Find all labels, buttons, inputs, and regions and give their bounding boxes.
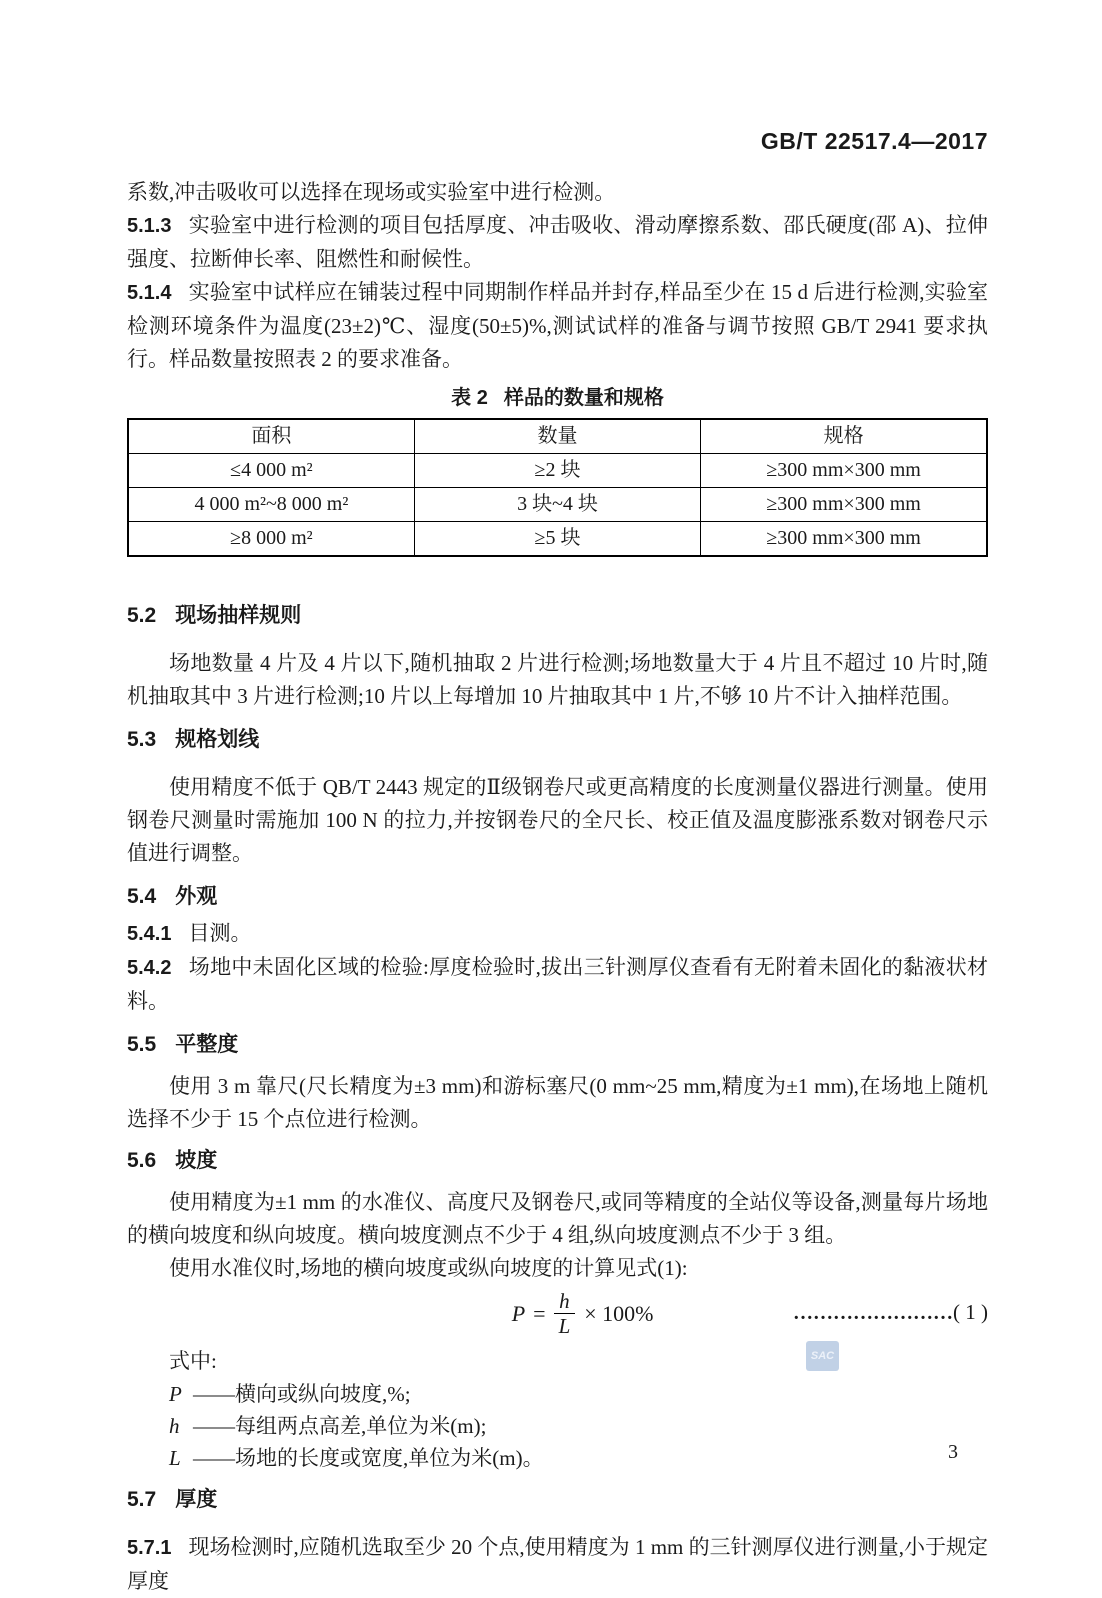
- formula-fraction: [554, 1289, 576, 1338]
- clause-5-4-2: [127, 951, 988, 1018]
- clause-number: 5.4.2: [127, 957, 172, 979]
- clause-text: 场地中未固化区域的检验:厚度检验时,拔出三针测厚仪查看有无附着未固化的黏液状材料。: [127, 955, 988, 1013]
- column-header-quantity: 数量: [414, 419, 700, 454]
- section-heading-5-5: [127, 1028, 988, 1061]
- equation-leader-wrap: [653, 1296, 988, 1330]
- section-title: 坡度: [175, 1149, 218, 1172]
- clause-text: 实验室中进行检测的项目包括厚度、冲击吸收、滑动摩擦系数、邵氏硬度(邵 A)、拉伸强度、拉断伸长率、阻燃性和耐候性。: [127, 213, 988, 271]
- cell-quantity: ≥5 块: [414, 522, 700, 557]
- fraction-numerator: h: [559, 1288, 570, 1313]
- page-number: 3: [948, 1441, 958, 1463]
- section-heading-5-6: [127, 1144, 988, 1177]
- formula-multiplier: × 100%: [584, 1300, 654, 1326]
- table-row: [128, 522, 987, 557]
- clause-number: 5.7.1: [127, 1537, 172, 1559]
- section-heading-5-2: [127, 599, 988, 632]
- cell-area: ≤4 000 m²: [128, 454, 414, 488]
- clause-number: 5.1.3: [127, 215, 172, 237]
- section-heading-5-7: [127, 1483, 988, 1516]
- definition-P: [127, 1378, 988, 1410]
- table-title: 样品的数量和规格: [503, 387, 664, 409]
- clause-text: 目测。: [188, 921, 252, 945]
- formula-var-P: P: [511, 1300, 526, 1326]
- definition-text: ——场地的长度或宽度,单位为米(m)。: [193, 1446, 544, 1470]
- symbol-P: P: [169, 1382, 182, 1406]
- section-number: 5.7: [127, 1488, 157, 1511]
- definition-h: [127, 1410, 988, 1442]
- definition-L: [127, 1442, 988, 1474]
- paragraph-5-3: 使用精度不低于 QB/T 2443 规定的Ⅱ级钢卷尺或更高精度的长度测量仪器进行测量。使用钢卷尺测量时需施加 100 N 的拉力,并按钢卷尺的全尺长、校正值及温度膨涨系数对钢卷尺示值进行调整。: [127, 775, 988, 865]
- clause-5-4-1: [127, 917, 988, 951]
- section-title: 平整度: [175, 1033, 239, 1056]
- cell-spec: ≥300 mm×300 mm: [701, 488, 987, 522]
- cell-spec: ≥300 mm×300 mm: [701, 522, 987, 557]
- clause-5-1-4: [127, 276, 988, 376]
- standard-number-header: GB/T 22517.4—2017: [760, 128, 988, 154]
- document-body: [127, 176, 988, 1598]
- section-number: 5.6: [127, 1149, 157, 1172]
- clause-number: 5.1.4: [127, 282, 172, 304]
- clause-number: 5.4.1: [127, 923, 172, 945]
- cell-quantity: 3 块~4 块: [414, 488, 700, 522]
- section-number: 5.3: [127, 728, 157, 751]
- fraction-denominator: L: [554, 1313, 576, 1338]
- table-label: 表 2: [451, 387, 488, 409]
- dotted-leader: ……………………: [793, 1302, 953, 1324]
- symbol-L: L: [169, 1446, 181, 1470]
- clause-5-1-3: [127, 209, 988, 276]
- cell-quantity: ≥2 块: [414, 454, 700, 488]
- section-number: 5.2: [127, 604, 157, 627]
- cell-spec: ≥300 mm×300 mm: [701, 454, 987, 488]
- table-row: [128, 454, 987, 488]
- section-title: 外观: [175, 885, 218, 908]
- equation-1-row: [127, 1287, 988, 1339]
- clause-text: 实验室中试样应在铺装过程中同期制作样品并封存,样品至少在 15 d 后进行检测,实验室检测环境条件为温度(23±2)℃、湿度(50±5)%,测试试样的准备与调节按照 GB/T 2941 要求执行。样品数量按照表 2 的要求准备。: [127, 280, 988, 371]
- sac-watermark-logo: SAC: [806, 1341, 839, 1371]
- cell-area: ≥8 000 m²: [128, 522, 414, 557]
- section-heading-5-4: [127, 880, 988, 913]
- where-label: 式中:: [169, 1349, 217, 1373]
- paragraph-5-6-1: 使用精度为±1 mm 的水准仪、高度尺及钢卷尺,或同等精度的全站仪等设备,测量每片场地的横向坡度和纵向坡度。横向坡度测点不少于 4 组,纵向坡度测点不少于 3 组。: [127, 1190, 988, 1247]
- paragraph-5-2: 场地数量 4 片及 4 片以下,随机抽取 2 片进行检测;场地数量大于 4 片且不超过 10 片时,随机抽取其中 3 片进行检测;10 片以上每增加 10 片抽取其中 1 片,不够 10 片不计入抽样范围。: [127, 651, 988, 708]
- paragraph-5-6-2: 使用水准仪时,场地的横向坡度或纵向坡度的计算见式(1):: [169, 1256, 688, 1280]
- section-number: 5.5: [127, 1033, 157, 1056]
- section-number: 5.4: [127, 885, 157, 908]
- clause-5-7-1: [127, 1531, 988, 1598]
- equation-1-formula: [512, 1289, 654, 1338]
- table-2-caption: [127, 385, 988, 411]
- table-header-row: [128, 419, 987, 454]
- column-header-spec: 规格: [701, 419, 987, 454]
- document-page: [127, 0, 988, 1593]
- clause-text: 现场检测时,应随机选取至少 20 个点,使用精度为 1 mm 的三针测厚仪进行测量,小于规定厚度: [127, 1535, 988, 1593]
- section-title: 厚度: [175, 1488, 218, 1511]
- intro-continuation-paragraph: 系数,冲击吸收可以选择在现场或实验室中进行检测。: [127, 180, 616, 204]
- definition-text: ——横向或纵向坡度,%;: [193, 1382, 411, 1406]
- symbol-h: h: [169, 1414, 180, 1438]
- section-title: 规格划线: [175, 728, 260, 751]
- section-heading-5-3: [127, 723, 988, 756]
- equation-number: ( 1 ): [953, 1300, 988, 1324]
- column-header-area: 面积: [128, 419, 414, 454]
- formula-equals: =: [533, 1300, 546, 1326]
- cell-area: 4 000 m²~8 000 m²: [128, 488, 414, 522]
- table-row: [128, 488, 987, 522]
- table-2-sample-quantity-spec: [127, 418, 988, 557]
- section-title: 现场抽样规则: [175, 604, 302, 627]
- paragraph-5-5: 使用 3 m 靠尺(尺长精度为±3 mm)和游标塞尺(0 mm~25 mm,精度为±1 mm),在场地上随机选择不少于 15 个点位进行检测。: [127, 1074, 988, 1131]
- definition-text: ——每组两点高差,单位为米(m);: [193, 1414, 487, 1438]
